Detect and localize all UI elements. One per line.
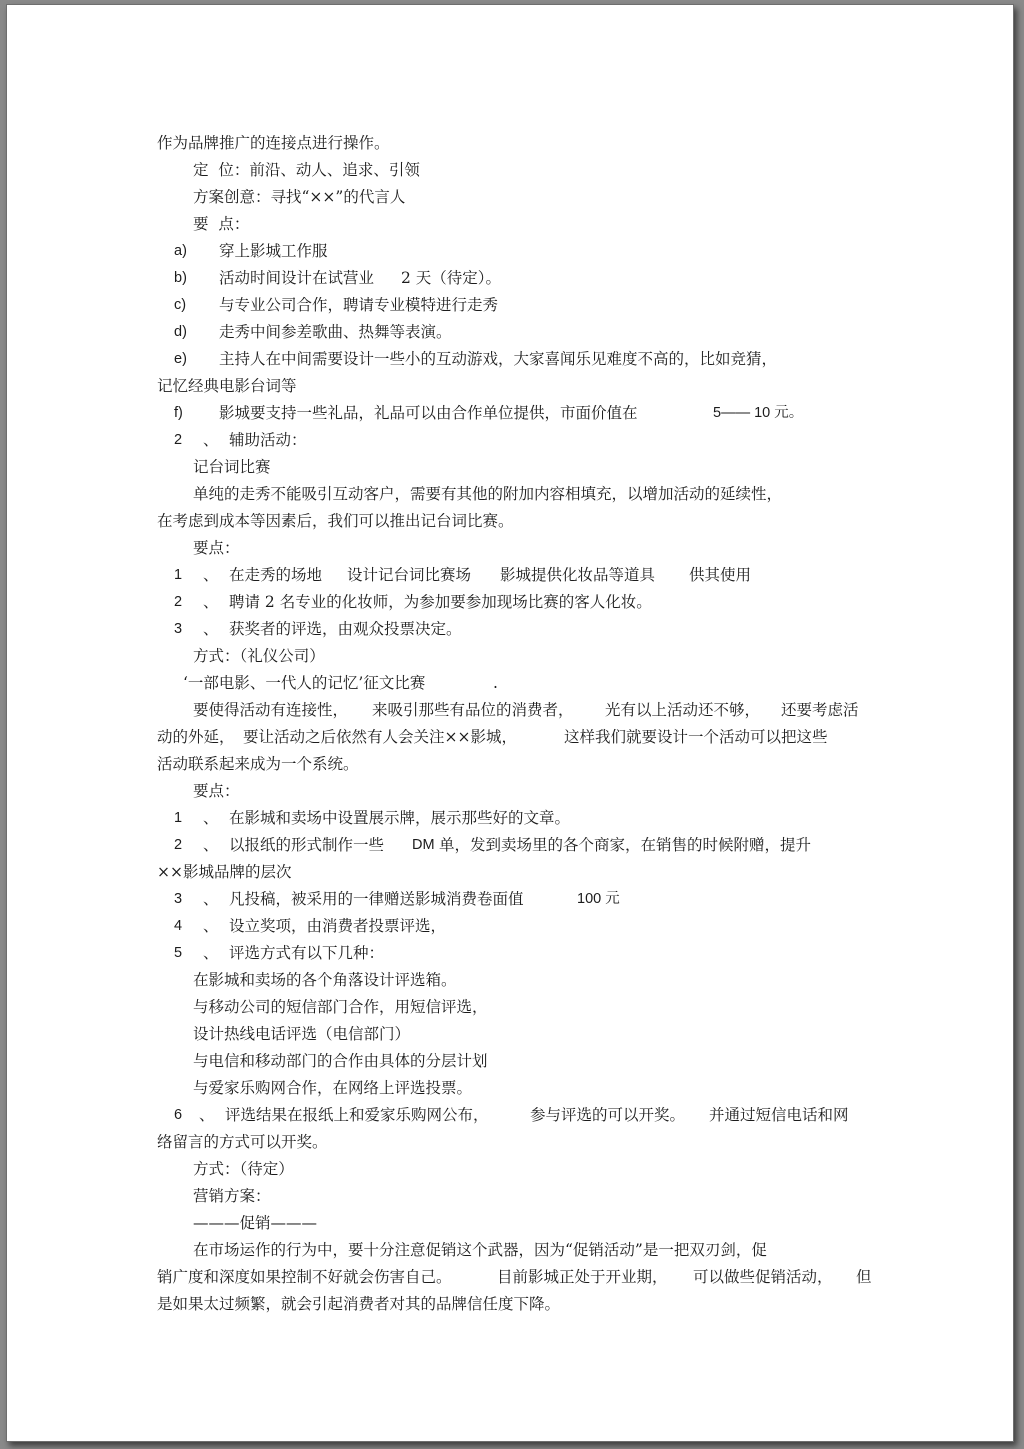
text-line: 100 元 [577,891,620,907]
list-marker: c) [174,297,187,313]
list-separator: 、 [203,890,219,908]
text-line: 在考虑到成本等因素后，我们可以推出记台词比赛。 [157,512,514,530]
list-separator: 、 [203,917,219,935]
text-line: 活动时间设计在试营业 [219,269,375,287]
text-line: 光有以上活动还不够， [605,701,761,719]
text-line: 单，发到卖场里的各个商家，在销售的时候附赠，提升 [439,836,812,854]
text-line: 在走秀的场地 [229,566,323,584]
list-separator: 、 [203,593,219,611]
text-line: 设计记台词比赛场 [347,566,472,584]
text-line: 还要考虑活 [781,701,859,719]
list-separator: 、 [203,944,219,962]
text-line: 获奖者的评选，由观众投票决定。 [229,620,462,638]
text-line: 设计热线电话评选（电信部门） [193,1025,411,1043]
list-marker: 6 [174,1107,183,1123]
list-marker: 2 [174,594,183,610]
text-line: 活动联系起来成为一个系统。 [157,755,359,773]
list-marker: b) [174,270,187,286]
list-separator: 、 [203,809,219,827]
text-line: 凡投稿，被采用的一律赠送影城消费卷面值 [229,890,524,908]
text-line: 影城提供化妆品等道具 [500,566,656,584]
text-line: . [493,674,498,692]
text-line: 与专业公司合作，聘请专业模特进行走秀 [219,296,499,314]
list-marker: 1 [174,567,183,583]
text-line: 但 [856,1268,872,1286]
text-line: DM [412,837,435,853]
text-line: 以报纸的形式制作一些 [229,836,385,854]
list-separator: 、 [203,836,219,854]
text-line: ‘一部电影、一代人的记忆’征文比赛 [183,674,426,692]
text-line: 供其使用 [689,566,752,584]
text-line: 可以做些促销活动， [693,1268,833,1286]
text-line: 单纯的走秀不能吸引互动客户，需要有其他的附加内容相填充，以增加活动的延续性， [193,485,783,503]
text-line: 与移动公司的短信部门合作，用短信评选， [193,998,488,1016]
text-line: 要 点： [193,215,250,233]
text-line: 在市场运作的行为中，要十分注意促销这个武器，因为“促销活动”是一把双刃剑，促 [193,1241,767,1259]
text-line: 作为品牌推广的连接点进行操作。 [157,134,390,152]
list-marker: d) [174,324,187,340]
list-marker: 4 [174,918,183,934]
text-line: 目前影城正处于开业期， [497,1268,668,1286]
text-line: 记忆经典电影台词等 [157,377,297,395]
text-line: 要点： [193,782,240,800]
text-line: 这样我们就要设计一个活动可以把这些 [564,728,828,746]
text-line: 是如果太过频繁，就会引起消费者对其的品牌信任度下降。 [157,1295,561,1313]
text-line: 并通过短信电话和网 [709,1106,849,1124]
text-line: 方式：（待定） [193,1160,294,1178]
text-line: 2 天（待定）。 [401,269,502,287]
list-marker: 5 [174,945,183,961]
text-line: 要使得活动有连接性， [193,701,349,719]
text-line: 要点： [193,539,240,557]
text-line: 主持人在中间需要设计一些小的互动游戏，大家喜闻乐见难度不高的，比如竞猜， [219,350,778,368]
text-line: 在影城和卖场的各个角落设计评选箱。 [193,971,457,989]
list-separator: 、 [203,566,219,584]
text-line: 记台词比赛 [193,458,271,476]
text-line: 络留言的方式可以开奖。 [157,1133,328,1151]
text-line: 来吸引那些有品位的消费者， [372,701,574,719]
text-line: 销广度和深度如果控制不好就会伤害自己。 [157,1268,452,1286]
list-separator: 、 [199,1106,215,1124]
list-marker: e) [174,351,187,367]
list-marker: 1 [174,810,183,826]
text-line: 要让活动之后依然有人会关注××影城， [243,728,517,746]
text-line: 5—— 10 元。 [713,405,804,421]
text-line: 营销方案： [193,1187,271,1205]
list-marker: 2 [174,837,183,853]
list-marker: 2 [174,432,183,448]
text-line: 与电信和移动部门的合作由具体的分层计划 [193,1052,488,1070]
text-line: 定 位：前沿、动人、追求、引领 [193,161,420,179]
text-line: 聘请 2 名专业的化妆师，为参加要参加现场比赛的客人化妆。 [229,593,652,611]
text-line: 与爱家乐购网合作，在网络上评选投票。 [193,1079,473,1097]
text-line: ××影城品牌的层次 [157,863,292,881]
text-line: 穿上影城工作服 [219,242,328,260]
document-page [6,4,1014,1442]
list-separator: 、 [203,431,219,449]
text-line: 在影城和卖场中设置展示牌，展示那些好的文章。 [229,809,571,827]
text-line: 动的外延， [157,728,235,746]
text-line: 参与评选的可以开奖。 [530,1106,686,1124]
text-line: 评选结果在报纸上和爱家乐购网公布， [225,1106,489,1124]
text-line: 走秀中间参差歌曲、热舞等表演。 [219,323,452,341]
list-marker: 3 [174,891,183,907]
list-separator: 、 [203,620,219,638]
list-marker: a) [174,243,187,259]
text-line: 影城要支持一些礼品，礼品可以由合作单位提供，市面价值在 [219,404,638,422]
list-marker: f) [174,405,183,421]
text-line: ———促销——— [193,1214,318,1232]
text-line: 评选方式有以下几种： [229,944,385,962]
list-marker: 3 [174,621,183,637]
text-line: 辅助活动： [229,431,307,449]
text-line: 方案创意：寻找“××”的代言人 [193,188,406,206]
text-line: 方式：（礼仪公司） [193,647,325,665]
text-line: 设立奖项，由消费者投票评选， [229,917,447,935]
